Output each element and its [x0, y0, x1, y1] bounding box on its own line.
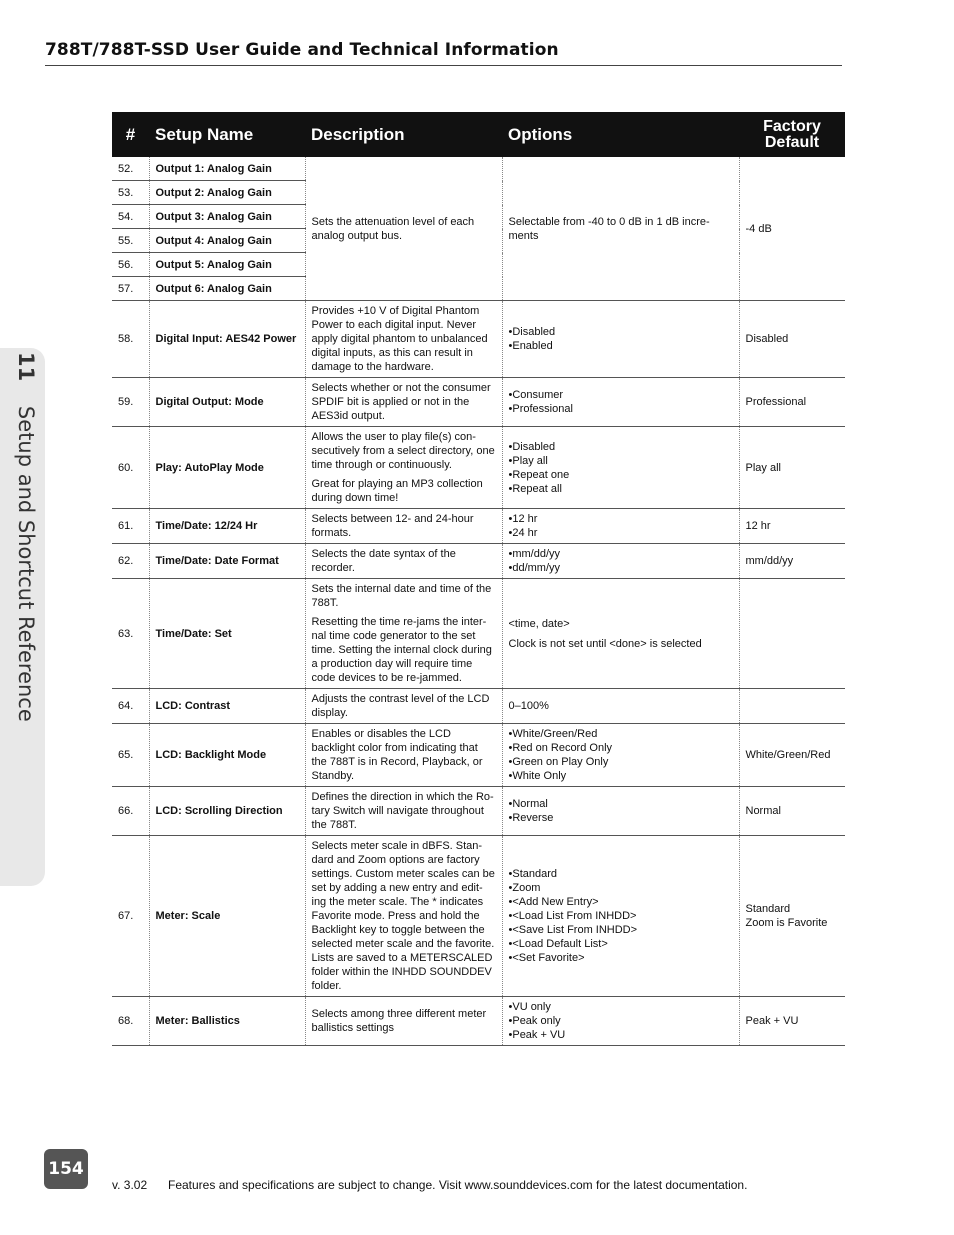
option-item: 0–100% [508, 700, 549, 712]
setting-name: LCD: Scrolling Direction [149, 787, 305, 836]
setting-options [502, 787, 739, 836]
setting-name: Output 6: Analog Gain [149, 277, 305, 301]
option-item: •<Add New Entry> [508, 896, 599, 908]
option-item: •Disabled [508, 440, 556, 453]
table-row [112, 579, 845, 689]
setup-menu-table [112, 112, 845, 1046]
setting-number: 62. [112, 544, 149, 579]
setting-default: White/Green/Red [739, 724, 845, 787]
setting-number: 63. [112, 579, 149, 689]
option-item: •<Save List From INHDD> [508, 924, 638, 936]
setting-default: 12 hr [739, 509, 845, 544]
chapter-side-label [6, 352, 38, 782]
option-item: Clock is not set until <done> is selected [508, 637, 702, 650]
setting-options [502, 301, 739, 378]
table-row [112, 724, 845, 787]
option-item: •Normal [508, 798, 548, 810]
setting-default: Disabled [739, 301, 845, 378]
option-item: •Repeat one [508, 468, 570, 481]
option-item: •Consumer [508, 389, 564, 401]
setting-default: Play all [739, 427, 845, 509]
setting-default: -4 dB [739, 157, 845, 301]
setting-options [502, 509, 739, 544]
setting-number: 67. [112, 836, 149, 997]
setting-options [502, 836, 739, 997]
option-item: •White Only [508, 770, 567, 782]
option-item: •24 hr [508, 527, 538, 539]
setting-name: Output 1: Analog Gain [149, 157, 305, 181]
table-row [112, 544, 845, 579]
option-item: •Standard [508, 868, 557, 880]
setting-options [502, 544, 739, 579]
setting-default: Professional [739, 378, 845, 427]
setting-options [502, 427, 739, 509]
setting-description [305, 301, 502, 378]
description-paragraph: Selects between 12- and 24-hour formats. [311, 513, 474, 539]
option-item: •dd/mm/yy [508, 562, 561, 574]
table-row [112, 997, 845, 1046]
setting-description [305, 724, 502, 787]
column-header-description: Description [305, 112, 502, 157]
table-row [112, 787, 845, 836]
setting-number: 53. [112, 181, 149, 205]
description-paragraph: Selects the date syntax of the recorder. [311, 548, 456, 574]
setting-description [305, 544, 502, 579]
description-paragraph: Enables or disables the LCD backlight color from indicating that the 788T is in Record, Playback, or Standby. [311, 728, 483, 782]
option-item: •Peak only [508, 1015, 561, 1027]
setting-options [502, 689, 739, 724]
table-row [112, 509, 845, 544]
setting-name: Meter: Ballistics [149, 997, 305, 1046]
chapter-number: 11 [14, 352, 38, 382]
table-header-row [112, 112, 845, 157]
setting-description [305, 689, 502, 724]
setting-default [739, 689, 845, 724]
option-item: •12 hr [508, 513, 538, 525]
setting-name: Digital Output: Mode [149, 378, 305, 427]
setting-name: LCD: Contrast [149, 689, 305, 724]
option-item: •Peak + VU [508, 1029, 566, 1041]
option-item: •mm/dd/yy [508, 548, 561, 560]
option-item: •Disabled [508, 326, 556, 338]
option-item: •<Set Favorite> [508, 952, 585, 964]
option-item: •Reverse [508, 812, 554, 824]
description-paragraph: Provides +10 V of Digital Phantom Power to each digital input. Never apply digital phantom to unbalanced digital inputs, as this can result in damage to the hardware. [311, 305, 488, 373]
footer-version: v. 3.02 [112, 1178, 148, 1192]
setting-name: Meter: Scale [149, 836, 305, 997]
setting-number: 64. [112, 689, 149, 724]
column-header-options: Options [502, 112, 739, 157]
option-item: •Green on Play Only [508, 756, 609, 768]
column-header-number: # [112, 112, 149, 157]
table-row [112, 378, 845, 427]
setting-name: Output 4: Analog Gain [149, 229, 305, 253]
setting-number: 65. [112, 724, 149, 787]
setting-description [305, 787, 502, 836]
setting-number: 55. [112, 229, 149, 253]
description-paragraph: Defines the direction in which the Ro-tary Switch will navigate throughout the 788T. [311, 791, 494, 831]
setting-number: 57. [112, 277, 149, 301]
option-item: •Play all [508, 454, 548, 467]
setting-name: Output 3: Analog Gain [149, 205, 305, 229]
setting-default: mm/dd/yy [739, 544, 845, 579]
option-item: <time, date> [508, 617, 570, 630]
setting-description [305, 427, 502, 509]
option-item: •Repeat all [508, 482, 562, 495]
table-row [112, 301, 845, 378]
setting-name: Digital Input: AES42 Power [149, 301, 305, 378]
setting-name: Output 2: Analog Gain [149, 181, 305, 205]
setting-name: Time/Date: 12/24 Hr [149, 509, 305, 544]
table-row [112, 689, 845, 724]
option-item: •Zoom [508, 882, 541, 894]
description-paragraph: Selects whether or not the consumer SPDIF bit is applied or not in the AES3id output. [311, 382, 491, 422]
setting-options [502, 378, 739, 427]
setting-number: 52. [112, 157, 149, 181]
setting-options [502, 724, 739, 787]
setting-default: Normal [739, 787, 845, 836]
document-title: 788T/788T-SSD User Guide and Technical Information [45, 40, 559, 60]
setting-number: 61. [112, 509, 149, 544]
table-row [112, 427, 845, 509]
option-item: •Red on Record Only [508, 742, 613, 754]
option-item: •White/Green/Red [508, 728, 598, 740]
option-item: •Professional [508, 403, 573, 415]
setting-name: Play: AutoPlay Mode [149, 427, 305, 509]
header-rule [45, 65, 842, 66]
footer-note: Features and specifications are subject to change. Visit www.sounddevices.com for the latest documentation. [168, 1178, 748, 1192]
setting-name: LCD: Backlight Mode [149, 724, 305, 787]
option-item: •<Load List From INHDD> [508, 910, 637, 922]
setting-options [502, 997, 739, 1046]
option-item: •Enabled [508, 340, 553, 352]
setting-number: 68. [112, 997, 149, 1046]
page-number-badge: 154 [44, 1149, 88, 1189]
setting-description [305, 836, 502, 997]
setting-number: 56. [112, 253, 149, 277]
description-paragraph: Selects among three different meter ballistics settings [311, 1008, 487, 1034]
column-header-setup-name: Setup Name [149, 112, 305, 157]
setting-name: Output 5: Analog Gain [149, 253, 305, 277]
setting-description [305, 997, 502, 1046]
setting-name: Time/Date: Date Format [149, 544, 305, 579]
description-paragraph: Great for playing an MP3 collection during down time! [311, 478, 483, 504]
setting-number: 66. [112, 787, 149, 836]
column-header-factory-default: Factory Default [739, 112, 845, 157]
setting-options: Selectable from -40 to 0 dB in 1 dB incre-ments [502, 157, 739, 301]
setting-name: Time/Date: Set [149, 579, 305, 689]
setting-number: 60. [112, 427, 149, 509]
table-row [112, 157, 845, 181]
setting-number: 58. [112, 301, 149, 378]
table-body [112, 157, 845, 1046]
setting-number: 54. [112, 205, 149, 229]
table-row [112, 836, 845, 997]
setting-default [739, 579, 845, 689]
setting-description [305, 579, 502, 689]
description-paragraph: Adjusts the contrast level of the LCD display. [311, 693, 490, 719]
setting-default: Peak + VU [739, 997, 845, 1046]
setting-description [305, 378, 502, 427]
setting-number: 59. [112, 378, 149, 427]
setting-options [502, 579, 739, 689]
description-paragraph: Allows the user to play file(s) con-secutively from a select directory, one time through or continuously. [311, 431, 495, 471]
description-paragraph: Selects meter scale in dBFS. Stan-dard and Zoom options are factory settings. Custom meter scales can be set by adding a new entry and edit-ing the meter scale. The * indicates Favorite mode. Press and hold the Backlight key to toggle between the selected meter scale and the favorite. Lists are saved to a METERSCALED folder within the INHDD SOUNDDEV folder. [311, 840, 495, 992]
setting-description [305, 509, 502, 544]
chapter-title: Setup and Shortcut Reference [14, 405, 38, 722]
description-paragraph: Resetting the time re-jams the inter-nal time code generator to the set time. Setting the internal clock during a production day will require time code devices to be re-jammed. [311, 616, 492, 684]
option-item: •VU only [508, 1001, 551, 1013]
option-item: •<Load Default List> [508, 938, 608, 950]
setting-description: Sets the attenuation level of each analog output bus. [305, 157, 502, 301]
description-paragraph: Sets the internal date and time of the 788T. [311, 583, 492, 609]
setting-default: Standard Zoom is Favorite [739, 836, 845, 997]
